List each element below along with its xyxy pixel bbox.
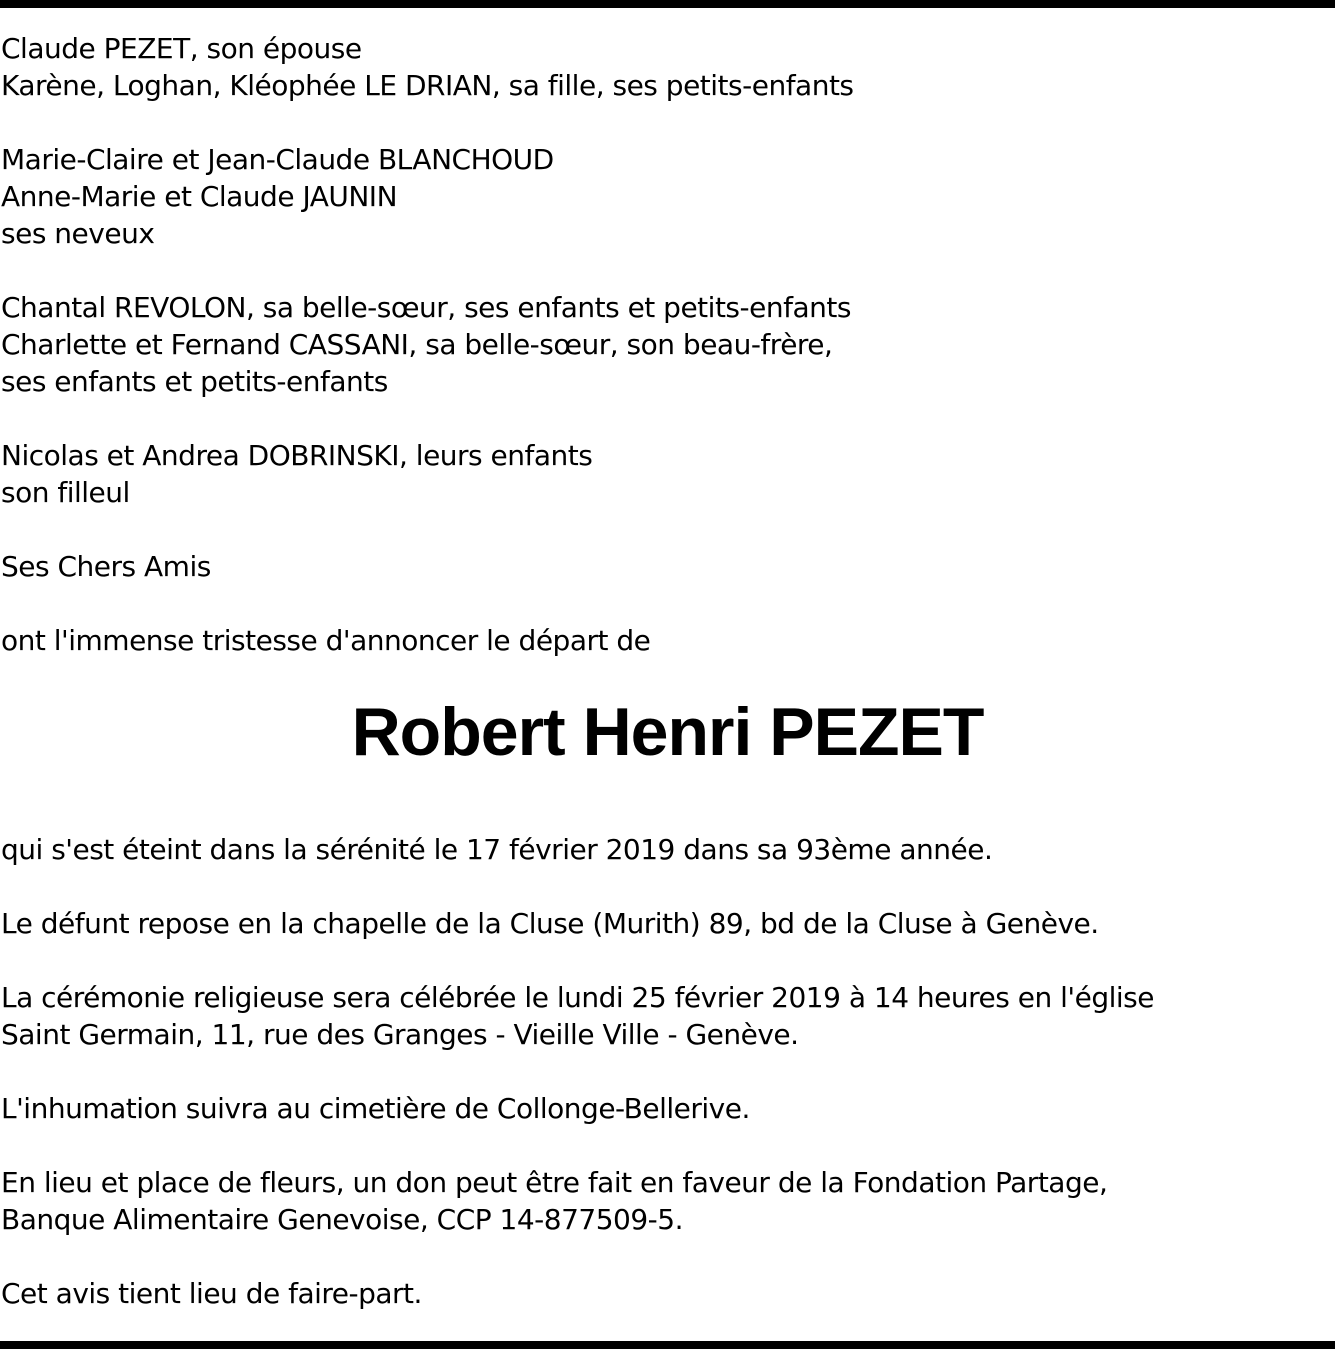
detail-block-burial [0,1090,1335,1127]
detail-block-passing [0,831,1335,868]
family-block-friends [0,548,1335,585]
detail-line: La cérémonie religieuse sera célébrée le lundi 25 février 2019 à 14 heures en l'église [1,981,1154,1014]
detail-line: L'inhumation suivra au cimetière de Collonge-Bellerive. [1,1092,750,1125]
bottom-border-rule [0,1341,1335,1349]
detail-line: Saint Germain, 11, rue des Granges - Vieille Ville - Genève. [1,1018,799,1051]
deceased-name-heading: Robert Henri PEZET [351,694,984,770]
detail-block-donation [0,1164,1335,1238]
detail-line: Banque Alimentaire Genevoise, CCP 14-877509-5. [1,1203,683,1236]
family-line: Anne-Marie et Claude JAUNIN [1,180,398,213]
detail-block-repose [0,905,1335,942]
detail-block-ceremony [0,979,1335,1053]
family-line: Marie-Claire et Jean-Claude BLANCHOUD [1,143,554,176]
family-line: Chantal REVOLON, sa belle-sœur, ses enfants et petits-enfants [1,291,851,324]
detail-line: Cet avis tient lieu de faire-part. [1,1277,422,1310]
family-line: son filleul [1,476,130,509]
family-block-spouse [0,30,1335,104]
family-line: ses neveux [1,217,155,250]
family-line: Nicolas et Andrea DOBRINSKI, leurs enfants [1,439,593,472]
obituary-notice [0,30,1335,1349]
family-block-godson [0,437,1335,511]
detail-line: qui s'est éteint dans la sérénité le 17 février 2019 dans sa 93ème année. [1,833,993,866]
family-line: ses enfants et petits-enfants [1,365,388,398]
announcement-line: ont l'immense tristesse d'annoncer le départ de [1,624,651,657]
detail-line: Le défunt repose en la chapelle de la Cluse (Murith) 89, bd de la Cluse à Genève. [1,907,1099,940]
family-line: Ses Chers Amis [1,550,211,583]
top-border-rule [0,0,1335,8]
family-line: Charlette et Fernand CASSANI, sa belle-sœur, son beau-frère, [1,328,833,361]
family-line: Claude PEZET, son épouse [1,32,362,65]
family-block-nephews [0,141,1335,252]
detail-line: En lieu et place de fleurs, un don peut être fait en faveur de la Fondation Partage, [1,1166,1108,1199]
family-line: Karène, Loghan, Kléophée LE DRIAN, sa fille, ses petits-enfants [1,69,854,102]
detail-block-notice [0,1275,1335,1312]
family-block-in-laws [0,289,1335,400]
